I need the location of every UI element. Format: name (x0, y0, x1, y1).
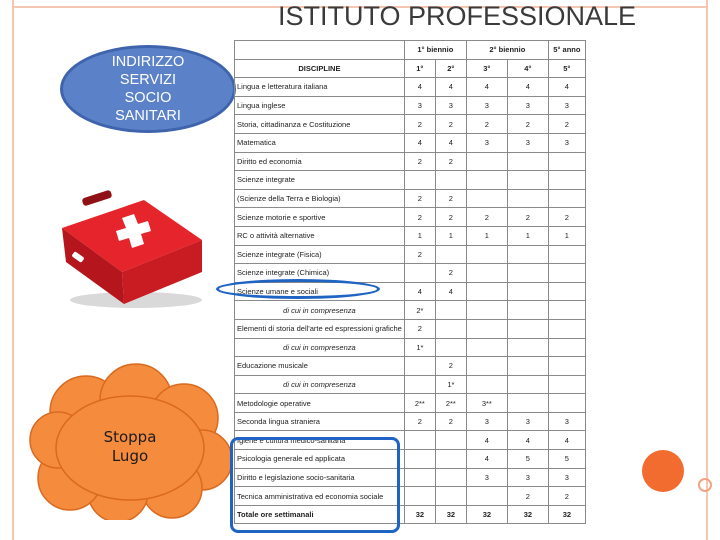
column-group-header: 1° biennio (404, 41, 466, 60)
hours-cell: 2 (435, 357, 466, 376)
hours-cell: 4 (507, 431, 548, 450)
hours-cell (507, 394, 548, 413)
hours-cell (435, 431, 466, 450)
subject-cell: Seconda lingua straniera (235, 412, 405, 431)
hours-cell: 3 (507, 96, 548, 115)
hours-cell: 3 (466, 133, 507, 152)
hours-cell: 5 (507, 450, 548, 469)
column-header: 1° (404, 59, 435, 78)
hours-cell (466, 264, 507, 283)
subject-cell: di cui in compresenza (235, 375, 405, 394)
hours-cell: 2 (404, 115, 435, 134)
hours-cell (404, 468, 435, 487)
hours-cell: 2 (466, 115, 507, 134)
column-group-header: 2° biennio (466, 41, 548, 60)
hours-cell (507, 152, 548, 171)
hours-cell: 4 (404, 282, 435, 301)
table-row (235, 375, 586, 394)
subject-cell: Psicologia generale ed applicata (235, 450, 405, 469)
subject-cell: di cui in compresenza (235, 338, 405, 357)
hours-cell (548, 189, 585, 208)
hours-cell: 2 (435, 189, 466, 208)
hours-cell (466, 319, 507, 338)
subject-cell: Storia, cittadinanza e Costituzione (235, 115, 405, 134)
hours-cell: 1 (548, 226, 585, 245)
hours-cell: 2** (435, 394, 466, 413)
hours-cell: 5 (548, 450, 585, 469)
hours-cell (466, 301, 507, 320)
hours-cell (466, 357, 507, 376)
hours-cell (548, 338, 585, 357)
hours-cell (404, 264, 435, 283)
table-header (235, 59, 586, 78)
hours-cell (548, 357, 585, 376)
hours-cell (548, 394, 585, 413)
hours-cell (548, 319, 585, 338)
table-group-header (235, 41, 586, 60)
hours-cell: 3** (466, 394, 507, 413)
table-row (235, 412, 586, 431)
hours-cell: 2 (404, 152, 435, 171)
badge-line: INDIRIZZO (111, 54, 185, 70)
hours-cell: 4 (435, 282, 466, 301)
table-row (235, 394, 586, 413)
table-row (235, 357, 586, 376)
hours-cell: 4 (548, 431, 585, 450)
hours-cell (507, 282, 548, 301)
hours-cell: 2 (507, 208, 548, 227)
hours-cell: 2 (548, 487, 585, 506)
hours-cell: 1 (404, 226, 435, 245)
hours-cell (548, 301, 585, 320)
hours-cell: 3 (466, 412, 507, 431)
hours-cell: 3 (507, 468, 548, 487)
highlight-oval (216, 279, 380, 299)
badge-line: SOCIO (124, 90, 172, 106)
subject-cell: Elementi di storia dell'arte ed espressioni grafiche (235, 319, 405, 338)
subject-cell: RC o attività alternative (235, 226, 405, 245)
hours-cell (507, 357, 548, 376)
hours-cell: 3 (548, 412, 585, 431)
hours-cell (507, 245, 548, 264)
hours-cell (548, 282, 585, 301)
column-header: 5° (548, 59, 585, 78)
hours-cell (507, 189, 548, 208)
decor-circle (642, 450, 684, 492)
hours-cell: 1* (404, 338, 435, 357)
hours-cell (507, 301, 548, 320)
hours-cell (466, 338, 507, 357)
hours-cell (548, 245, 585, 264)
subject-cell: Diritto e legislazione socio-sanitaria (235, 468, 405, 487)
hours-cell: 3 (466, 468, 507, 487)
hours-cell (466, 152, 507, 171)
hours-cell (466, 171, 507, 190)
hours-cell: 2 (507, 487, 548, 506)
hours-cell: 2 (435, 152, 466, 171)
subject-cell: Scienze motorie e sportive (235, 208, 405, 227)
hours-cell: 2 (435, 264, 466, 283)
hours-cell: 3 (548, 468, 585, 487)
hours-cell: 2 (404, 319, 435, 338)
hours-cell: 3 (507, 133, 548, 152)
column-header: 2° (435, 59, 466, 78)
hours-cell (435, 450, 466, 469)
hours-cell: 1* (435, 375, 466, 394)
hours-cell: 2 (404, 208, 435, 227)
subject-cell: Lingua e letteratura italiana (235, 78, 405, 97)
hours-cell (435, 171, 466, 190)
hours-cell (404, 487, 435, 506)
hours-cell (548, 264, 585, 283)
decor-ring (698, 478, 712, 492)
column-group-header (235, 41, 405, 60)
hours-cell: 2* (404, 301, 435, 320)
table-row (235, 189, 586, 208)
subject-cell: Matematica (235, 133, 405, 152)
hours-cell: 2 (466, 208, 507, 227)
table-row (235, 301, 586, 320)
hours-cell (404, 431, 435, 450)
hours-cell: 32 (548, 505, 585, 524)
table-row (235, 152, 586, 171)
first-aid-kit-icon (52, 180, 208, 310)
hours-cell: 4 (466, 431, 507, 450)
hours-cell: 32 (466, 505, 507, 524)
hours-cell (404, 171, 435, 190)
hours-cell: 1 (435, 226, 466, 245)
subject-cell: di cui in compresenza (235, 301, 405, 320)
table-row (235, 115, 586, 134)
hours-cell (404, 450, 435, 469)
highlight-box (230, 437, 400, 533)
subject-cell: Scienze integrate (Chimica) (235, 264, 405, 283)
hours-cell: 4 (404, 78, 435, 97)
hours-cell (466, 245, 507, 264)
column-header: DISCIPLINE (235, 59, 405, 78)
hours-cell: 2 (507, 115, 548, 134)
column-header: 3° (466, 59, 507, 78)
hours-cell: 2 (404, 189, 435, 208)
hours-cell: 2** (404, 394, 435, 413)
table-row (235, 245, 586, 264)
subject-cell: Metodologie operative (235, 394, 405, 413)
subject-cell: Scienze integrate (235, 171, 405, 190)
hours-cell (466, 375, 507, 394)
table-row (235, 338, 586, 357)
hours-cell (435, 319, 466, 338)
hours-cell: 3 (435, 96, 466, 115)
frame-right-line (706, 0, 708, 540)
subject-cell: Igiene e cultura medico-sanitaria (235, 431, 405, 450)
hours-cell: 3 (404, 96, 435, 115)
hours-cell (435, 487, 466, 506)
table-row (235, 78, 586, 97)
hours-cell: 4 (507, 78, 548, 97)
hours-cell (435, 245, 466, 264)
table-row (235, 319, 586, 338)
hours-cell (435, 468, 466, 487)
hours-cell: 2 (548, 208, 585, 227)
hours-cell (466, 282, 507, 301)
subject-cell: Educazione musicale (235, 357, 405, 376)
hours-cell (404, 375, 435, 394)
frame-left-line (12, 0, 14, 540)
badge-line: SERVIZI (119, 72, 177, 88)
hours-cell (435, 301, 466, 320)
hours-cell: 4 (435, 133, 466, 152)
badge-line: SANITARI (115, 108, 181, 124)
page-title: ISTITUTO PROFESSIONALE (278, 1, 637, 31)
subject-cell: Totale ore settimanali (235, 505, 405, 524)
hours-cell: 1 (507, 226, 548, 245)
hours-cell: 3 (466, 96, 507, 115)
column-group-header: 5° anno (548, 41, 585, 60)
hours-cell: 1 (466, 226, 507, 245)
table-row (235, 96, 586, 115)
hours-cell: 2 (435, 412, 466, 431)
table-row (235, 133, 586, 152)
hours-cell (548, 375, 585, 394)
subject-cell: Scienze integrate (Fisica) (235, 245, 405, 264)
hours-cell: 4 (466, 78, 507, 97)
subject-cell: (Scienze della Terra e Biologia) (235, 189, 405, 208)
table-row (235, 226, 586, 245)
hours-cell (404, 357, 435, 376)
hours-cell (507, 375, 548, 394)
subject-cell: Scienze umane e sociali (235, 282, 405, 301)
subject-cell: Lingua inglese (235, 96, 405, 115)
cloud-label (26, 428, 234, 466)
hours-cell: 32 (404, 505, 435, 524)
hours-cell: 3 (548, 133, 585, 152)
hours-cell: 2 (548, 115, 585, 134)
table-row (235, 208, 586, 227)
course-badge (60, 45, 236, 133)
hours-cell: 2 (404, 412, 435, 431)
hours-cell: 32 (507, 505, 548, 524)
column-header: 4° (507, 59, 548, 78)
hours-cell: 2 (435, 208, 466, 227)
subject-cell: Diritto ed economia (235, 152, 405, 171)
cloud-line: Lugo (111, 447, 149, 465)
cloud-line: Stoppa (103, 428, 157, 446)
hours-cell: 32 (435, 505, 466, 524)
hours-cell: 3 (507, 412, 548, 431)
hours-cell: 4 (466, 450, 507, 469)
hours-cell (507, 319, 548, 338)
hours-cell: 4 (404, 133, 435, 152)
hours-cell (507, 338, 548, 357)
hours-cell (466, 189, 507, 208)
hours-cell (507, 171, 548, 190)
hours-cell: 4 (548, 78, 585, 97)
table-row (235, 171, 586, 190)
hours-cell: 2 (435, 115, 466, 134)
hours-cell (548, 171, 585, 190)
hours-cell (507, 264, 548, 283)
hours-cell (435, 338, 466, 357)
hours-cell (466, 487, 507, 506)
subject-cell: Tecnica amministrativa ed economia sociale (235, 487, 405, 506)
hours-cell: 3 (548, 96, 585, 115)
hours-cell (548, 152, 585, 171)
hours-cell: 4 (435, 78, 466, 97)
hours-cell: 2 (404, 245, 435, 264)
